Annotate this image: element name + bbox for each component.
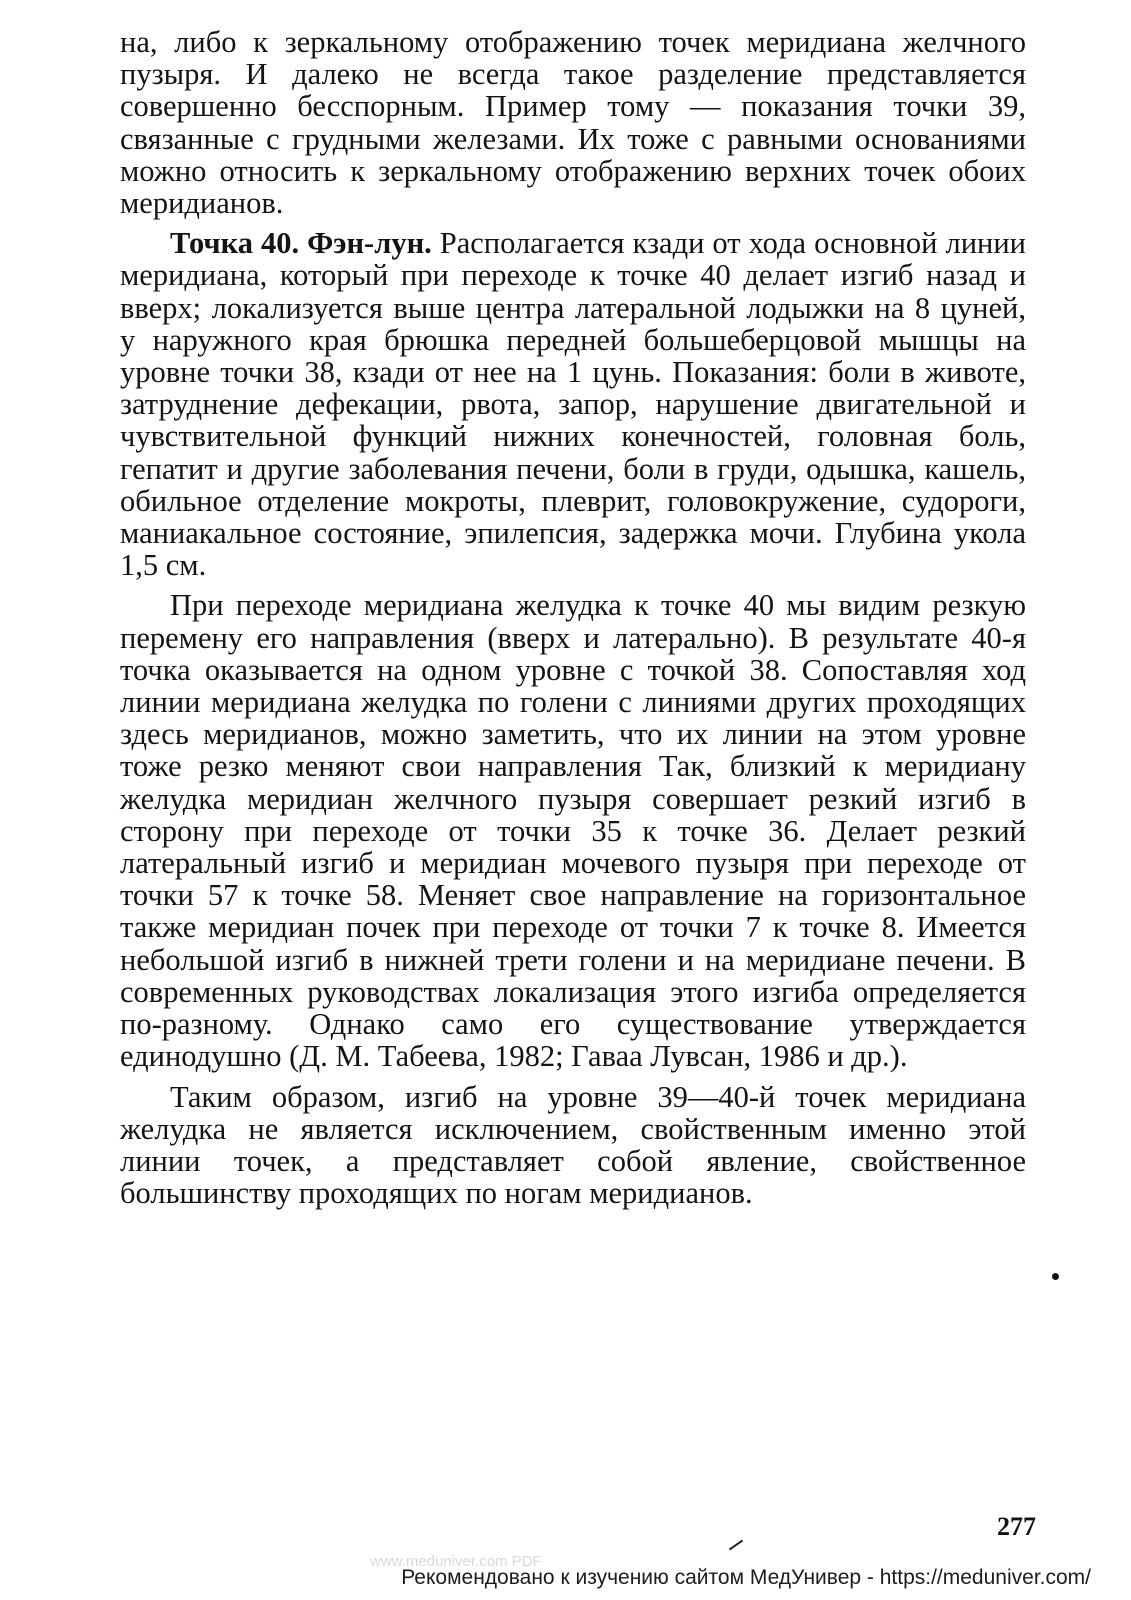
paragraph-3	[120, 589, 1026, 1072]
page-body	[120, 26, 1026, 1209]
scan-speck	[1052, 1273, 1059, 1280]
paragraph-2-text: Располагается кзади от хода основной линии меридиана, который при переходе к точке 40 делает изгиб назад и вверх; локализуется выше центра латеральной лодыжки на 8 цуней, у наружного края брюшка передней большеберцовой мышцы на уровне точки 38, кзади от нее на 1 цунь. Показания: боли в животе, затруднение дефекации, рвота, запор, нарушение двигательной и чувствительной функций нижних конечностей, головная боль, гепатит и другие заболевания печени, боли в груди, одышка, кашель, обильное отделение мокроты, плеврит, головокружение, судороги, маниакальное состояние, эпилепсия, задержка мочи. Глубина укола 1,5 см.	[120, 226, 1026, 583]
faint-watermark: www.meduniver.com PDF	[370, 1553, 542, 1570]
paragraph-4-text: Таким образом, изгиб на уровне 39—40-й точек меридиана желудка не является исключением, свойственным именно этой линии точек, а представляет собой явление, свойственное большинству проходящих по ногам меридианов.	[120, 1079, 1026, 1211]
watermark-link[interactable]: Рекомендовано к изучению сайтом МедУнивер - https://meduniver.com/	[401, 1566, 1091, 1589]
paragraph-4	[120, 1081, 1026, 1210]
page-number: 277	[997, 1512, 1036, 1541]
paragraph-1-text: на, либо к зеркальному отображению точек меридиана желчного пузыря. И далеко не всегда такое разделение представляется совершенно бесспорным. Пример тому — показания точки 39, связанные с грудными железами. Их тоже с равными основаниями можно относить к зеркальному отображению верхних точек обоих меридианов.	[120, 25, 1026, 221]
paragraph-3-text: При переходе меридиана желудка к точке 40 мы видим резкую перемену его направления (вверх и латерально). В результате 40-я точка оказывается на одном уровне с точкой 38. Сопоставляя ход линии меридиана желудка по голени с линиями других проходящих здесь меридианов, можно заметить, что их линии на этом уровне тоже резко меняют свои направления Так, близкий к меридиану желудка меридиан желчного пузыря совершает резкий изгиб в сторону при переходе от точки 35 к точке 36. Делает резкий латеральный изгиб и меридиан мочевого пузыря при переходе от точки 57 к точке 58. Меняет свое направление на горизонтальное также меридиан почек при переходе от точки 7 к точке 8. Имеется небольшой изгиб в нижней трети голени и на меридиане печени. В современных руководствах локализация этого изгиба определяется по-разному. Однако само его существование утверждается единодушно (Д. М. Табеева, 1982; Гаваа Лувсан, 1986 и др.).	[120, 588, 1026, 1074]
paragraph-2	[120, 227, 1026, 581]
scan-mark	[729, 1540, 743, 1551]
point-40-heading: Точка 40. Фэн-лун.	[170, 226, 432, 261]
paragraph-1	[120, 26, 1026, 219]
